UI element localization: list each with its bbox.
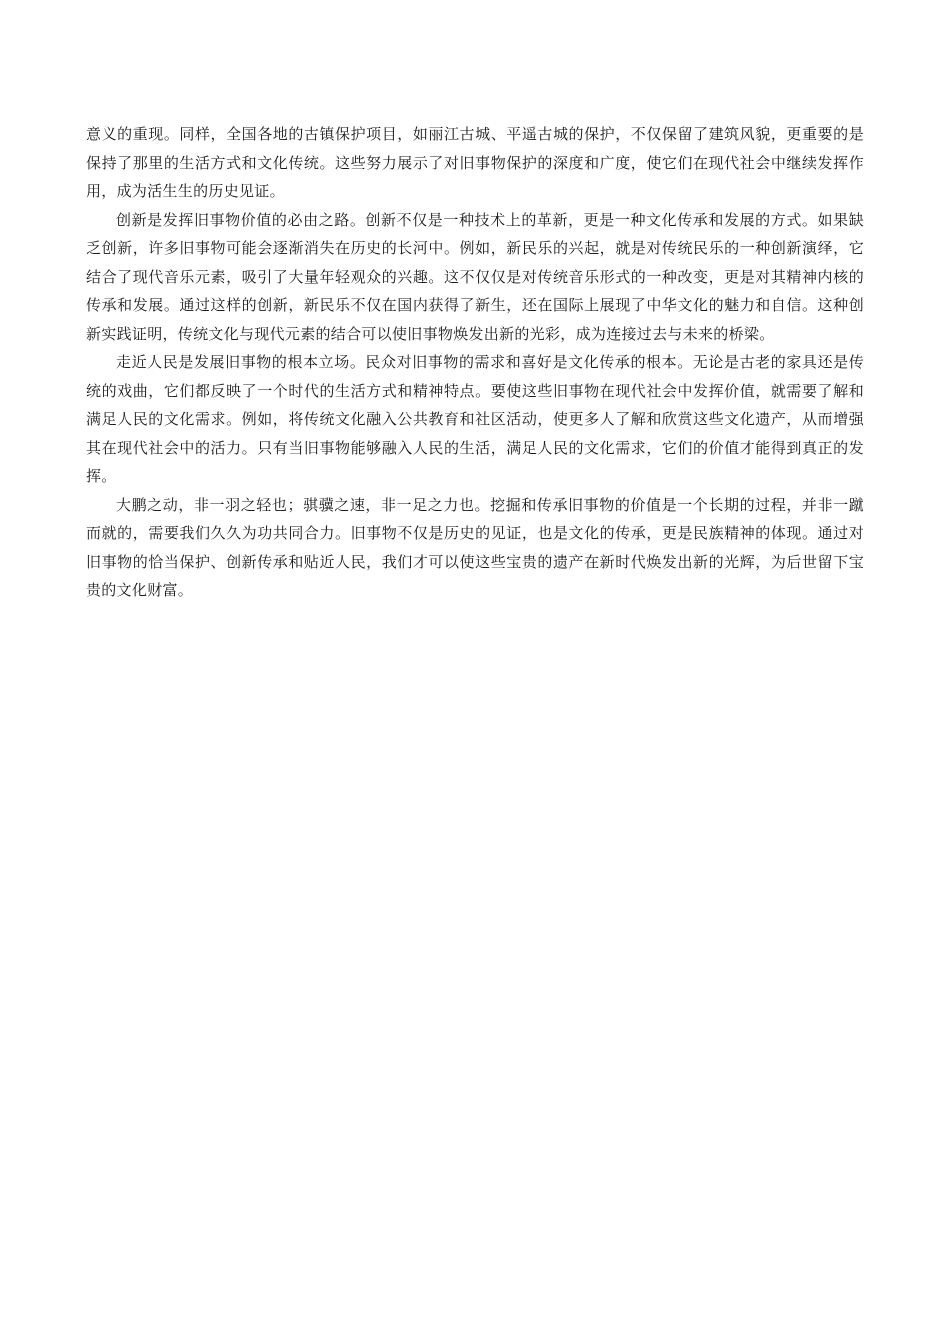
paragraph-conclusion: 大鹏之动，非一羽之轻也；骐骥之速，非一足之力也。挖掘和传承旧事物的价值是一个长期的过程，并非一蹴而就的，需要我们久久为功共同合力。旧事物不仅是历史的见证，也是文化的传承，更是民族精神的体现。通过对旧事物的恰当保护、创新传承和贴近人民，我们才可以使这些宝贵的遗产在新时代焕发出新的光辉，为后世留下宝贵的文化财富。: [86, 495, 864, 599]
document-body: [86, 120, 864, 605]
paragraph-innovation: 创新是发挥旧事物价值的必由之路。创新不仅是一种技术上的革新，更是一种文化传承和发展的方式。如果缺乏创新，许多旧事物可能会逐渐消失在历史的长河中。例如，新民乐的兴起，就是对传统民乐的一种创新演绎，它结合了现代音乐元素，吸引了大量年轻观众的兴趣。这不仅仅是对传统音乐形式的一种改变，更是对其精神内核的传承和发展。通过这样的创新，新民乐不仅在国内获得了新生，还在国际上展现了中华文化的魅力和自信。这种创新实践证明，传统文化与现代元素的结合可以使旧事物焕发出新的光彩，成为连接过去与未来的桥梁。: [86, 210, 864, 343]
paragraph-continuation: 意义的重现。同样，全国各地的古镇保护项目，如丽江古城、平遥古城的保护，不仅保留了建筑风貌，更重要的是保持了那里的生活方式和文化传统。这些努力展示了对旧事物保护的深度和广度，使它们在现代社会中继续发挥作用，成为活生生的历史见证。: [86, 125, 864, 200]
paragraph-people: 走近人民是发展旧事物的根本立场。民众对旧事物的需求和喜好是文化传承的根本。无论是古老的家具还是传统的戏曲，它们都反映了一个时代的生活方式和精神特点。要使这些旧事物在现代社会中发挥价值，就需要了解和满足人民的文化需求。例如，将传统文化融入公共教育和社区活动，使更多人了解和欣赏这些文化遗产，从而增强其在现代社会中的活力。只有当旧事物能够融入人民的生活，满足人民的文化需求，它们的价值才能得到真正的发挥。: [86, 353, 864, 485]
